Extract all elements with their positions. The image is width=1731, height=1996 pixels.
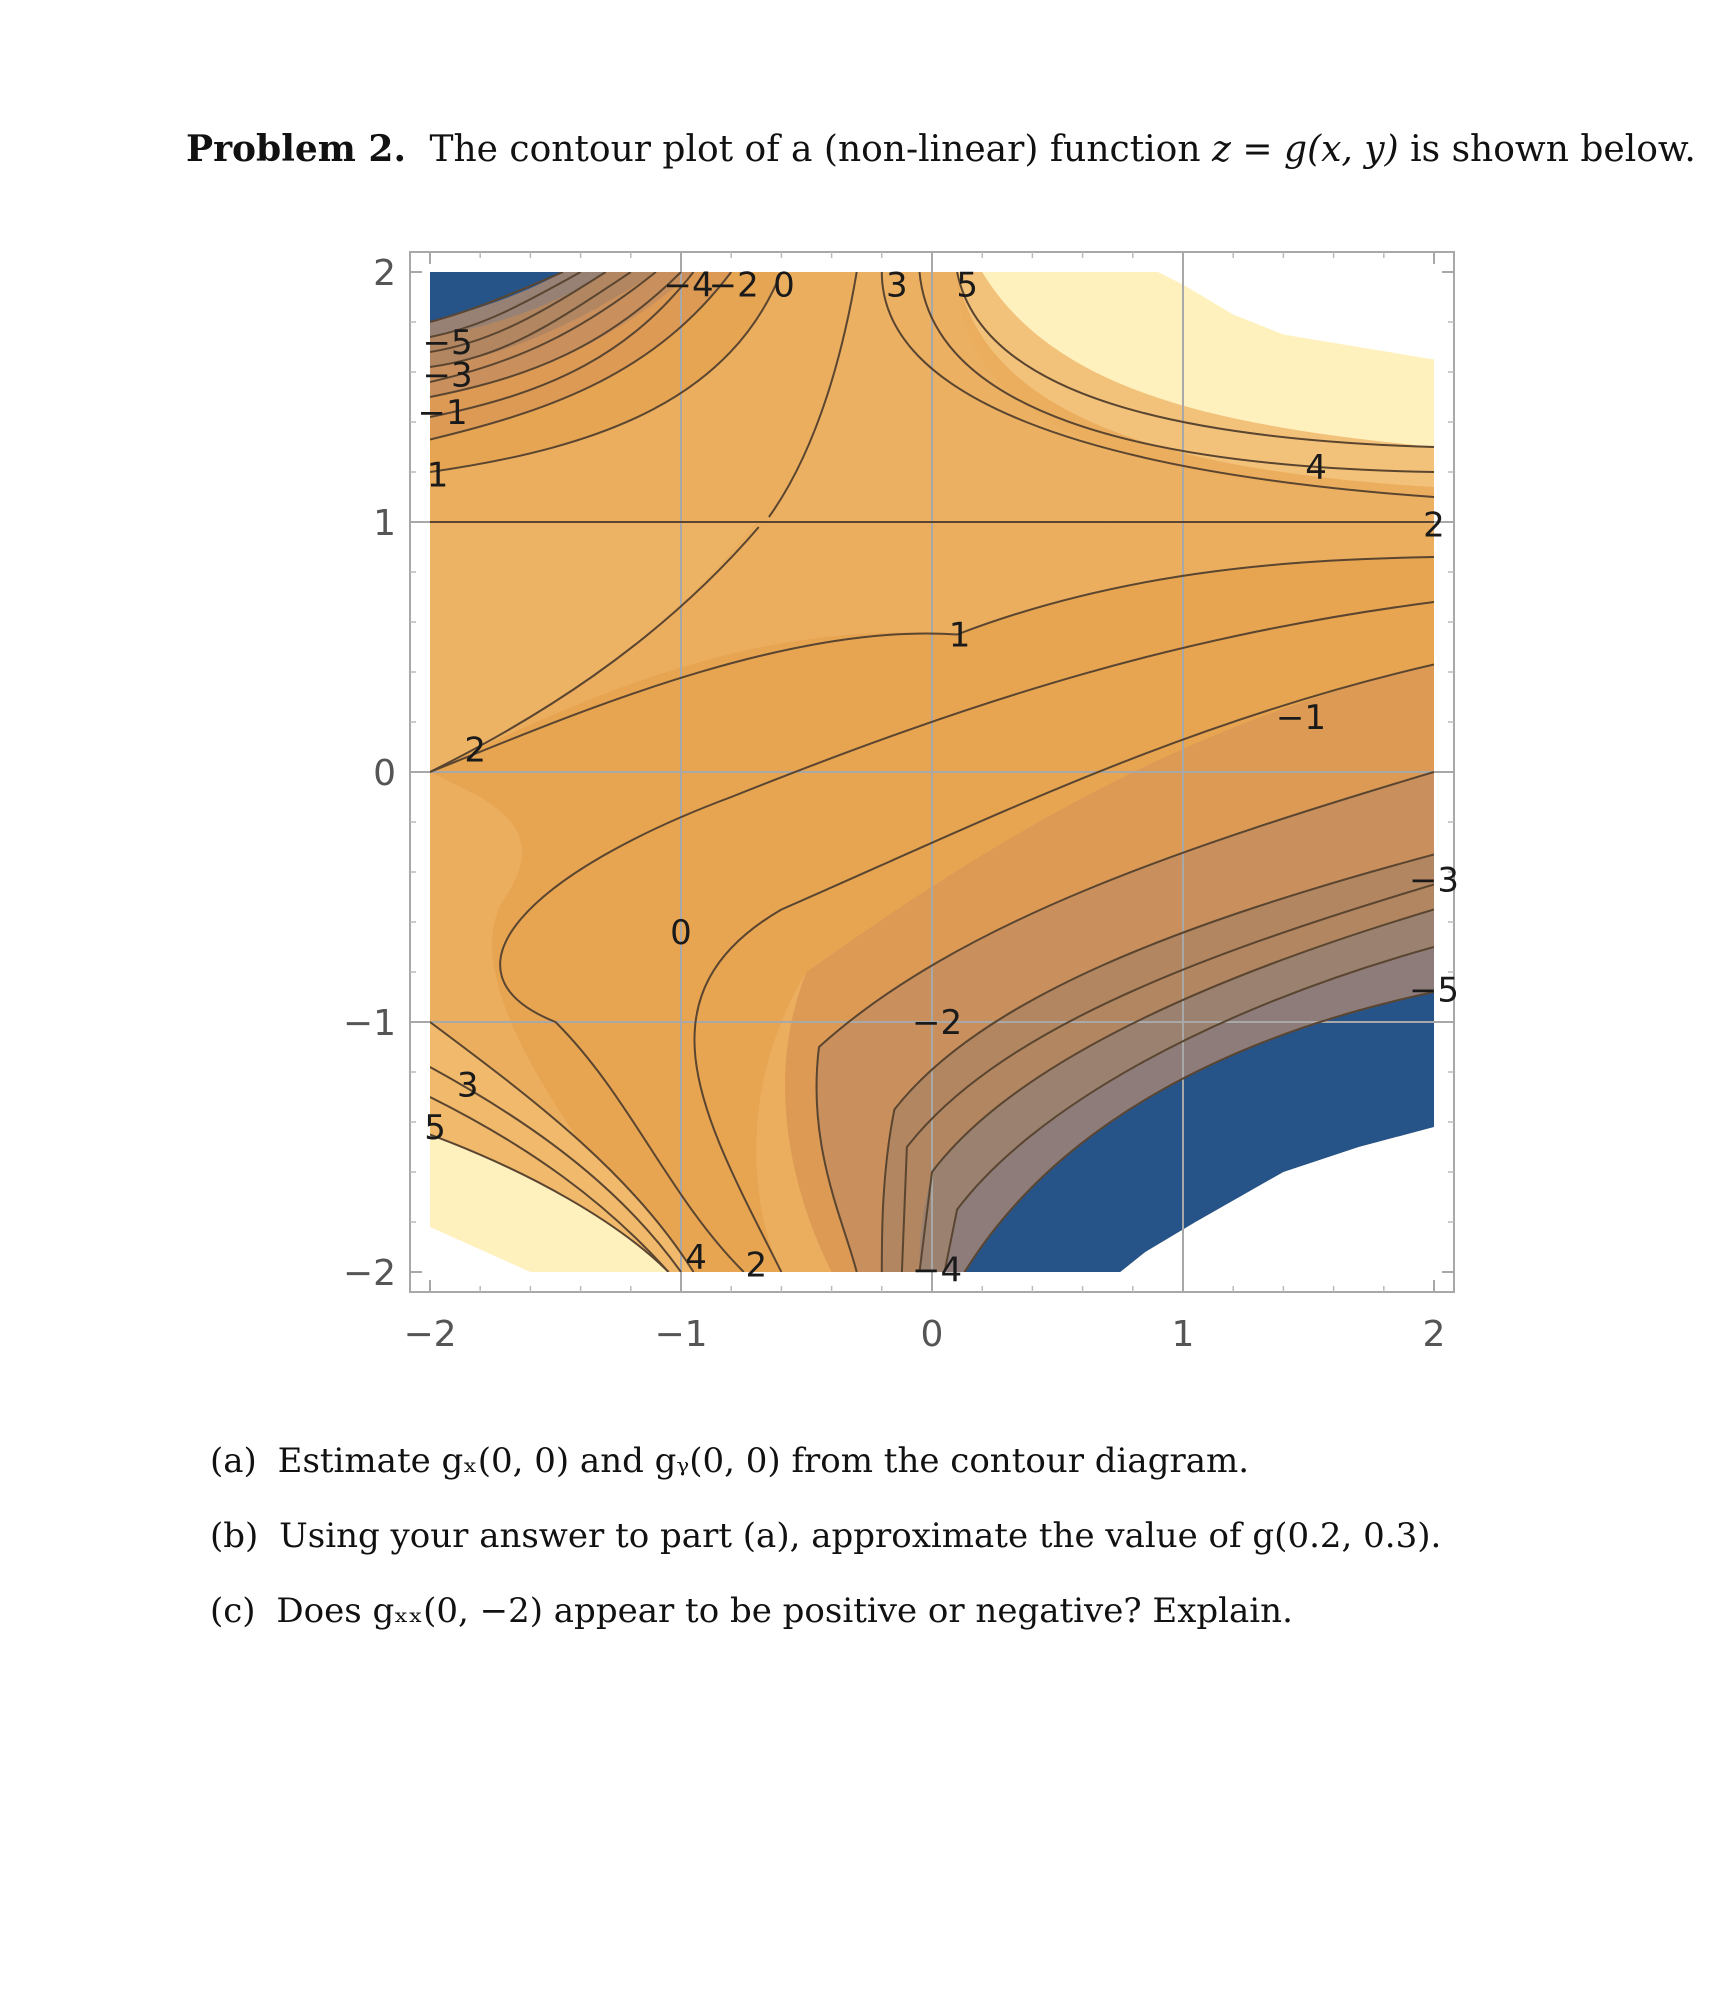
problem-text-after: is shown below. [1410,129,1696,170]
contour-label-9: 4 [1305,448,1327,488]
contour-label-6: −3 [422,355,473,396]
x-tick-label-3: 1 [1171,1314,1195,1355]
x-tick-label-2: 0 [920,1314,944,1355]
y-tick-label-0: −2 [342,1253,396,1294]
contour-label-14: 0 [670,913,692,953]
contour-label-18: 3 [456,1065,479,1106]
y-tick-label-2: 0 [373,753,396,794]
contour-label-13: 2 [464,730,487,771]
contour-label-10: 2 [1423,505,1445,546]
contour-label-17: −2 [911,1003,963,1043]
contour-label-1: −2 [708,265,759,306]
contour-label-7: −1 [417,393,468,433]
y-tick-label-4: 2 [373,253,396,294]
contour-label-5: −5 [422,323,473,363]
x-tick-label-4: 2 [1422,1314,1446,1355]
problem-equation: z = g(x, y) [1212,129,1399,170]
contour-label-12: −1 [1275,698,1327,738]
part-c-label: (c) [210,1591,256,1631]
part-a [210,1440,1441,1482]
problem-parts [210,1440,1441,1665]
contour-label-11: 1 [948,615,971,656]
contour-label-8: 1 [426,455,449,496]
part-a-text: Estimate gₓ(0, 0) and gᵧ(0, 0) from the contour diagram. [277,1441,1250,1481]
part-a-label: (a) [210,1441,257,1481]
part-c-text: Does gₓₓ(0, −2) appear to be positive or negative? Explain. [276,1591,1293,1631]
contour-label-3: 3 [886,265,908,306]
contour-label-0: −4 [663,265,714,306]
part-b [210,1515,1441,1557]
contour-label-4: 5 [956,265,978,306]
contour-label-16: −5 [1408,970,1460,1011]
part-b-label: (b) [210,1516,259,1556]
y-tick-label-3: 1 [373,503,396,544]
contour-label-22: −4 [911,1250,963,1291]
contour-label-2: 0 [773,265,795,306]
y-tick-label-1: −1 [342,1003,396,1044]
x-tick-label-0: −2 [403,1314,457,1355]
contour-label-19: 5 [424,1108,446,1148]
x-tick-label-1: −1 [654,1314,708,1355]
part-b-text: Using your answer to part (a), approximate the value of g(0.2, 0.3). [279,1516,1442,1556]
contour-label-20: 4 [685,1238,707,1278]
problem-text-before: The contour plot of a (non-linear) function [429,129,1201,170]
problem-label: Problem 2. [186,128,407,170]
contour-label-21: 2 [745,1245,768,1286]
part-c [210,1590,1441,1632]
contour-label-15: −3 [1408,860,1460,901]
